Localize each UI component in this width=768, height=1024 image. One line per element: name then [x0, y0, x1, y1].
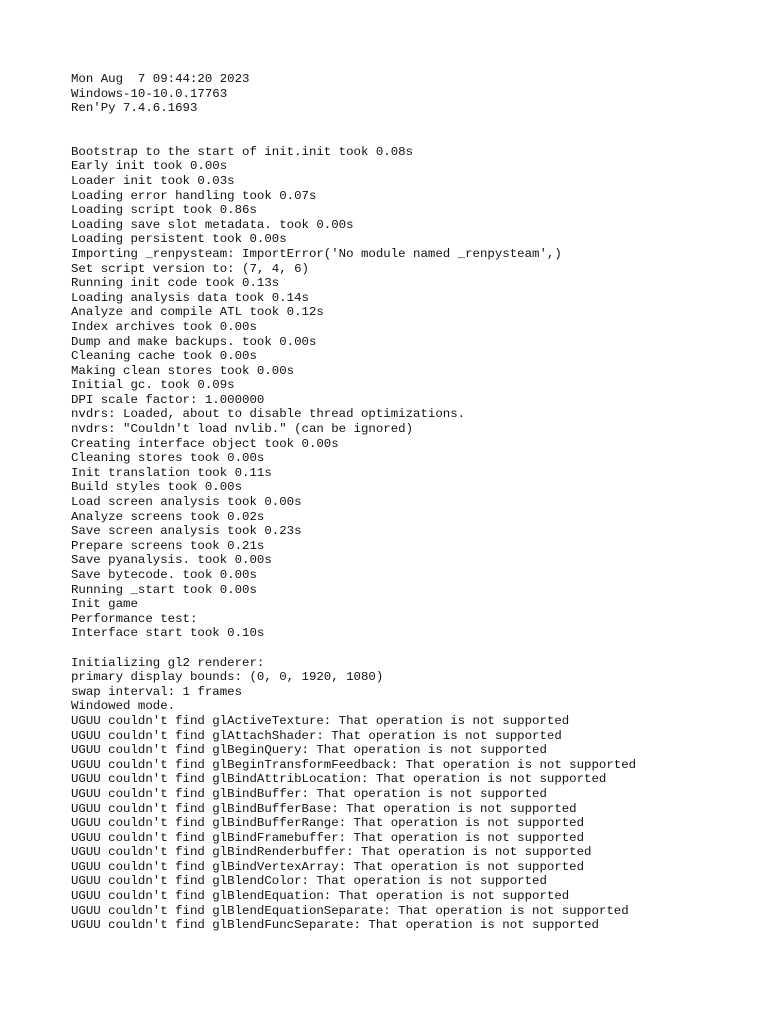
log-line: swap interval: 1 frames — [71, 684, 243, 699]
log-line: Loading save slot metadata. took 0.00s — [71, 217, 354, 232]
log-header — [71, 72, 751, 116]
log-line: Dump and make backups. took 0.00s — [71, 334, 317, 349]
init-log — [71, 145, 751, 641]
log-line: Making clean stores took 0.00s — [71, 363, 295, 378]
log-line: UGUU couldn't find glBindFramebuffer: That operation is not supported — [71, 830, 585, 845]
log-line: Performance test: — [71, 611, 198, 626]
log-line: UGUU couldn't find glBindRenderbuffer: That operation is not supported — [71, 845, 592, 860]
log-line: Cleaning stores took 0.00s — [71, 451, 265, 466]
log-line: UGUU couldn't find glBindVertexArray: That operation is not supported — [71, 859, 585, 874]
log-line: nvdrs: "Couldn't load nvlib." (can be ignored) — [71, 422, 414, 437]
log-line: UGUU couldn't find glActiveTexture: That operation is not supported — [71, 713, 570, 728]
log-line-version: Ren'Py 7.4.6.1693 — [71, 101, 198, 116]
log-line: Early init took 0.00s — [71, 159, 228, 174]
log-line: Initial gc. took 0.09s — [71, 378, 235, 393]
log-line: Interface start took 0.10s — [71, 626, 265, 641]
log-line-date: Mon Aug 7 09:44:20 2023 — [71, 72, 250, 86]
log-line: UGUU couldn't find glBlendColor: That operation is not supported — [71, 874, 547, 889]
log-line: DPI scale factor: 1.000000 — [71, 392, 265, 407]
log-line: Save bytecode. took 0.00s — [71, 568, 257, 582]
log-line: UGUU couldn't find glBlendFuncSeparate: That operation is not supported — [71, 918, 599, 933]
log-line: Loading analysis data took 0.14s — [71, 290, 309, 305]
log-line-os: Windows-10-10.0.17763 — [71, 86, 228, 101]
log-line: UGUU couldn't find glBindBuffer: That operation is not supported — [71, 786, 547, 801]
log-line: Init translation took 0.11s — [71, 465, 272, 480]
log-line: UGUU couldn't find glBindBufferBase: That operation is not supported — [71, 801, 577, 816]
log-line: Windowed mode. — [71, 699, 176, 714]
blank-gap — [71, 641, 751, 656]
log-line: primary display bounds: (0, 0, 1920, 1080) — [71, 670, 384, 685]
log-line: Loader init took 0.03s — [71, 173, 235, 188]
log-line: Running _start took 0.00s — [71, 582, 257, 597]
blank-gap — [71, 116, 751, 145]
log-line: Index archives took 0.00s — [71, 319, 257, 334]
log-line: Build styles took 0.00s — [71, 480, 243, 495]
log-line: Analyze and compile ATL took 0.12s — [71, 305, 324, 320]
log-line: Importing _renpysteam: ImportError('No module named _renpysteam',) — [71, 246, 562, 261]
log-line: UGUU couldn't find glBindBufferRange: That operation is not supported — [71, 816, 585, 831]
log-line: Init game — [71, 597, 138, 612]
log-line: Loading persistent took 0.00s — [71, 232, 287, 247]
log-line: UGUU couldn't find glBlendEquationSeparate: That operation is not supported — [71, 903, 629, 918]
log-line: UGUU couldn't find glAttachShader: That operation is not supported — [71, 728, 562, 743]
log-line: UGUU couldn't find glBeginTransformFeedback: That operation is not supported — [71, 757, 637, 772]
renderer-log — [71, 656, 751, 933]
log-line: Analyze screens took 0.02s — [71, 509, 265, 524]
log-line: nvdrs: Loaded, about to disable thread optimizations. — [71, 407, 466, 422]
log-line: Initializing gl2 renderer: — [71, 655, 265, 670]
log-line: Running init code took 0.13s — [71, 276, 280, 291]
log-line: Creating interface object took 0.00s — [71, 436, 339, 451]
log-line: UGUU couldn't find glBindAttribLocation: That operation is not supported — [71, 772, 607, 787]
log-line: Save screen analysis took 0.23s — [71, 524, 302, 539]
log-line: Loading error handling took 0.07s — [71, 188, 317, 203]
log-line: Save pyanalysis. took 0.00s — [71, 553, 272, 568]
log-line: Prepare screens took 0.21s — [71, 538, 265, 553]
log-line: Set script version to: (7, 4, 6) — [71, 261, 309, 276]
log-line: UGUU couldn't find glBlendEquation: That operation is not supported — [71, 889, 570, 904]
log-text — [71, 72, 751, 933]
log-line: Load screen analysis took 0.00s — [71, 495, 302, 510]
log-line: UGUU couldn't find glBeginQuery: That operation is not supported — [71, 743, 547, 758]
log-line: Bootstrap to the start of init.init took 0.08s — [71, 144, 414, 159]
log-line: Cleaning cache took 0.00s — [71, 349, 257, 364]
log-line: Loading script took 0.86s — [71, 203, 257, 218]
